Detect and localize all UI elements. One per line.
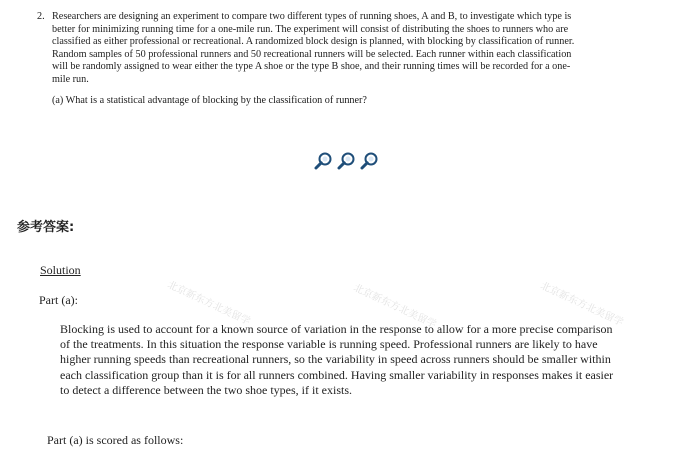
magnifier-icon[interactable]	[313, 151, 333, 171]
part-a-label: Part (a):	[39, 293, 78, 307]
solution-text: Blocking is used to account for a known source of variation in the response to allow for a more precise comparison of the treatments. In this situation the response variable is running speed. Professional runners are likely to have higher running speeds than recreational runners, so the variability in speed across runners should be smaller within each classification group than it is for all runners combined. Having smaller variability in responses makes it easier to detect a difference between the two shoe types, if it exists.	[60, 322, 614, 397]
watermark: 北京新东方北美留学	[538, 280, 625, 329]
watermark: 北京新东方北美留学	[165, 279, 252, 328]
reveal-answer-icons[interactable]	[313, 151, 379, 171]
magnifier-icon[interactable]	[359, 151, 379, 171]
scoring-label: Part (a) is scored as follows:	[47, 433, 184, 447]
reference-answer-heading: 参考答案:	[17, 220, 75, 235]
watermark: 北京新东方北美留学	[351, 282, 438, 331]
question-text: Researchers are designing an experiment to compare two different types of running shoes, A and B, to investigate which type is better for minimizing running time for a one-mile run. The experiment will consist of distributing the shoes to runners who are classified as either professional or recreational. A randomized block design is planned, with blocking by classification of runner. Random samples of 50 professional runners and 50 recreational runners will be selected. Each runner within each classification will be randomly assigned to wear either the type A shoe or the type B shoe, and their running times will be recorded for a one-mile run.	[52, 11, 575, 85]
magnifier-icon[interactable]	[336, 151, 356, 171]
solution-title: Solution	[40, 263, 81, 277]
question-number: 2.	[37, 11, 45, 22]
question-block	[37, 11, 577, 106]
question-part-a: (a) What is a statistical advantage of blocking by the classification of runner?	[52, 95, 367, 106]
